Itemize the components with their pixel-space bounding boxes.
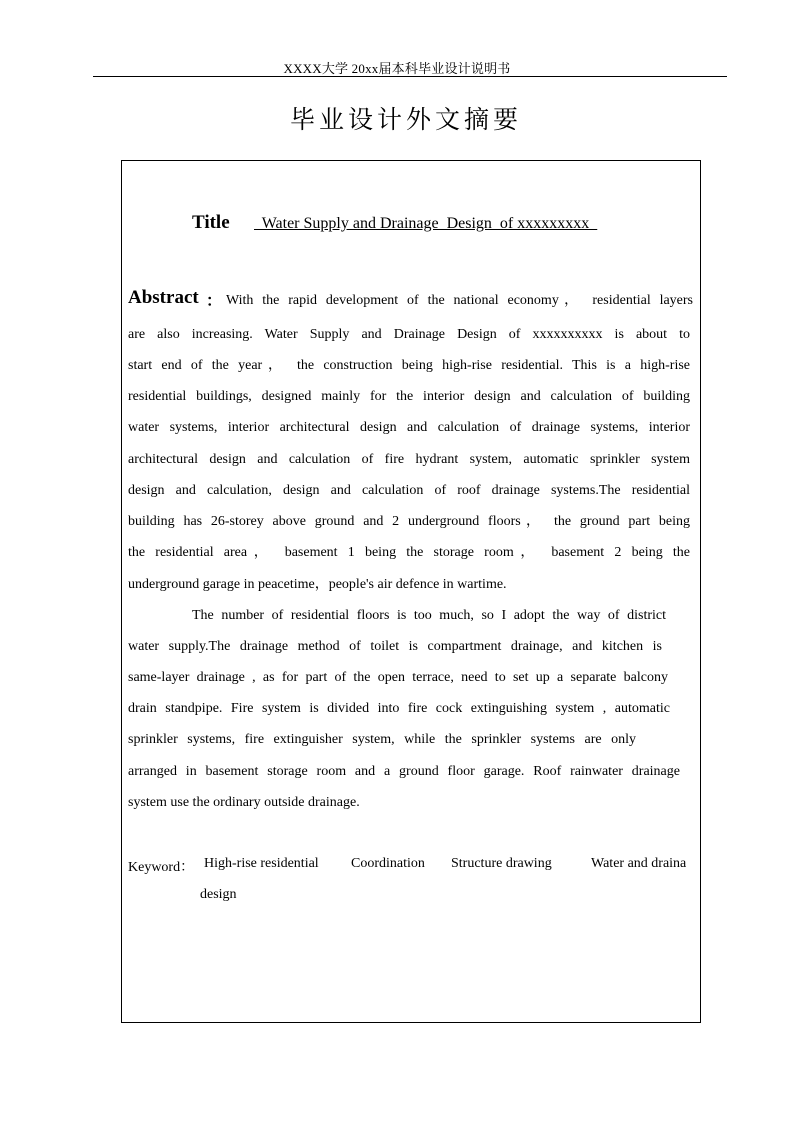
abstract-line: With the rapid development of the national economy， residential layers <box>226 293 693 308</box>
abstract-line: are also increasing. Water Supply and Drainage Design of xxxxxxxxxx is about to <box>128 327 690 342</box>
header-rule <box>93 76 727 77</box>
abstract-line: building has 26-storey above ground and 2 underground floors， the ground part being <box>128 514 690 529</box>
abstract-line: same-layer drainage , as for part of the open terrace, need to set up a separate balcony <box>128 670 668 685</box>
page-title: 毕业设计外文摘要 <box>289 105 522 134</box>
keyword-item: Coordination <box>351 856 425 871</box>
keyword-label: Keyword： <box>128 860 195 875</box>
abstract-line: water systems, interior architectural design and calculation of drainage systems, interior <box>128 420 690 435</box>
abstract-line: the residential area， basement 1 being the storage room， basement 2 being the <box>128 545 690 560</box>
abstract-line: sprinkler systems, fire extinguisher system, while the sprinkler systems are only <box>128 732 636 747</box>
keyword-item: Structure drawing <box>451 856 552 871</box>
abstract-line: The number of residential floors is too much, so I adopt the way of district <box>192 608 666 623</box>
abstract-label: Abstract <box>128 287 199 308</box>
keyword-item: High-rise residential <box>204 856 319 871</box>
abstract-line: water supply.The drainage method of toilet is compartment drainage, and kitchen is <box>128 639 662 654</box>
abstract-line: design and calculation, design and calculation of roof drainage systems.The residential <box>128 483 690 498</box>
abstract-line: underground garage in peacetime，people's air defence in wartime. <box>128 577 507 592</box>
title-value: Water Supply and Drainage Design of xxxxxxxxx <box>254 215 598 232</box>
abstract-line: residential buildings, designed mainly for the interior design and calculation of building <box>128 389 690 404</box>
abstract-line: system use the ordinary outside drainage. <box>128 795 360 810</box>
abstract-line: architectural design and calculation of fire hydrant system, automatic sprinkler system <box>128 452 690 467</box>
abstract-colon: ： <box>206 293 223 310</box>
running-header: XXXX大学 20xx届本科毕业设计说明书 <box>283 61 511 76</box>
title-row <box>192 212 598 234</box>
keyword-item: Water and draina <box>591 856 687 871</box>
abstract-line: start end of the year， the construction being high-rise residential. This is a high-rise <box>128 358 690 373</box>
title-label: Title <box>192 212 230 233</box>
keyword-continuation: design <box>200 887 237 902</box>
abstract-line: drain standpipe. Fire system is divided into fire cock extinguishing system , automatic <box>128 701 670 716</box>
abstract-line: arranged in basement storage room and a ground floor garage. Roof rainwater drainage <box>128 764 680 779</box>
